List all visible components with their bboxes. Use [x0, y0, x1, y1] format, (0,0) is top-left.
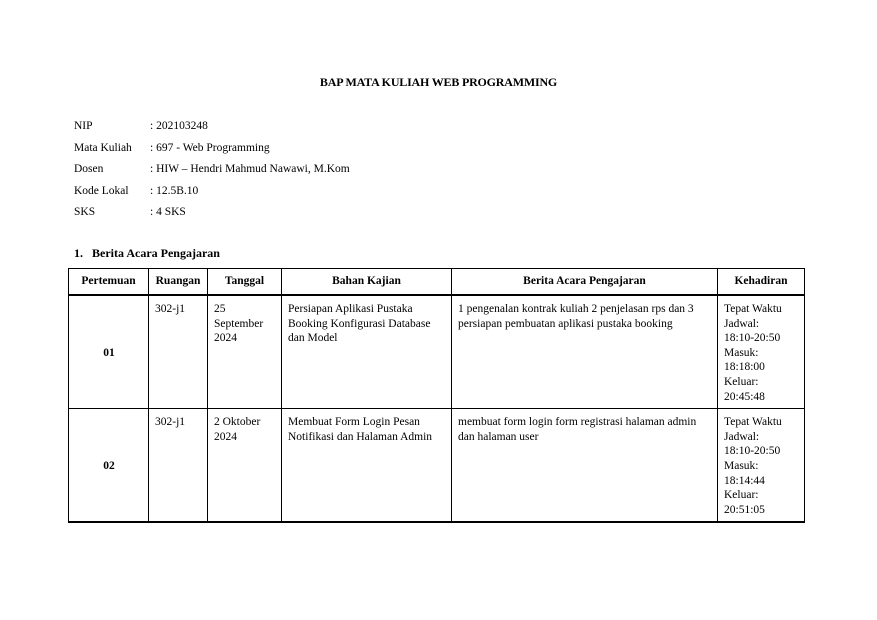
cell-ruangan: 302-j1 [149, 295, 208, 409]
info-label: SKS [74, 206, 96, 219]
info-label: NIP [74, 120, 93, 132]
document-title: BAP MATA KULIAH WEB PROGRAMMING [319, 75, 558, 89]
column-header-kehadiran: Kehadiran [718, 269, 805, 296]
cell-kehadiran [718, 295, 805, 409]
section-title: Berita Acara Pengajaran [92, 246, 220, 260]
attendance-schedule: 18:10-20:50 [724, 332, 781, 345]
cell-ruangan: 302-j1 [149, 409, 208, 523]
column-header-berita-acara: Berita Acara Pengajaran [452, 269, 718, 296]
info-row-sks [74, 203, 350, 225]
info-label: Dosen [74, 163, 104, 176]
info-row-mata-kuliah [74, 139, 350, 161]
cell-tanggal: 2 Oktober 2024 [208, 409, 282, 523]
cell-berita-acara: 1 pengenalan kontrak kuliah 2 penjelasan rps dan 3 persiapan pembuatan aplikasi pustaka booking [452, 295, 718, 409]
cell-bahan-kajian: Membuat Form Login Pesan Notifikasi dan Halaman Admin [282, 409, 452, 523]
info-row-nip [74, 117, 350, 139]
table-header-row [69, 269, 805, 296]
table-row [69, 409, 805, 523]
column-header-pertemuan: Pertemuan [69, 269, 149, 296]
attendance-in: 18:14:44 [724, 474, 765, 487]
teaching-report-table [68, 268, 805, 523]
section-number: 1. [74, 246, 83, 260]
cell-bahan-kajian: Persiapan Aplikasi Pustaka Booking Konfigurasi Database dan Model [282, 295, 452, 409]
attendance-schedule-label: Jadwal: [724, 430, 760, 443]
attendance-in-label: Masuk: [724, 459, 759, 472]
course-info [74, 117, 350, 225]
cell-tanggal: 25 September 2024 [208, 295, 282, 409]
info-row-kode-lokal [74, 182, 350, 204]
info-value: : 202103248 [150, 120, 208, 132]
attendance-out-label: Keluar: [724, 489, 759, 502]
attendance-schedule: 18:10-20:50 [724, 445, 781, 458]
table-row [69, 295, 805, 409]
info-label: Kode Lokal [74, 184, 129, 197]
section-heading [74, 246, 220, 261]
info-label: Mata Kuliah [74, 141, 132, 154]
info-value: : HIW – Hendri Mahmud Nawawi, M.Kom [150, 163, 350, 176]
attendance-in: 18:18:00 [724, 361, 765, 374]
cell-berita-acara: membuat form login form registrasi halaman admin dan halaman user [452, 409, 718, 523]
attendance-out-label: Keluar: [724, 375, 759, 388]
column-header-tanggal: Tanggal [208, 269, 282, 296]
column-header-bahan-kajian: Bahan Kajian [282, 269, 452, 296]
attendance-schedule-label: Jadwal: [724, 317, 760, 330]
cell-pertemuan: 01 [69, 295, 149, 409]
info-value: : 12.5B.10 [150, 184, 199, 197]
attendance-out: 20:45:48 [724, 390, 765, 403]
attendance-status: Tepat Waktu [724, 416, 782, 429]
attendance-out: 20:51:05 [724, 503, 765, 516]
column-header-ruangan: Ruangan [149, 269, 208, 296]
info-value: : 697 - Web Programming [150, 141, 270, 154]
attendance-in-label: Masuk: [724, 346, 759, 359]
attendance-status: Tepat Waktu [724, 303, 782, 315]
cell-kehadiran [718, 409, 805, 523]
info-row-dosen [74, 160, 350, 182]
info-value: : 4 SKS [150, 206, 186, 219]
cell-pertemuan: 02 [69, 409, 149, 523]
